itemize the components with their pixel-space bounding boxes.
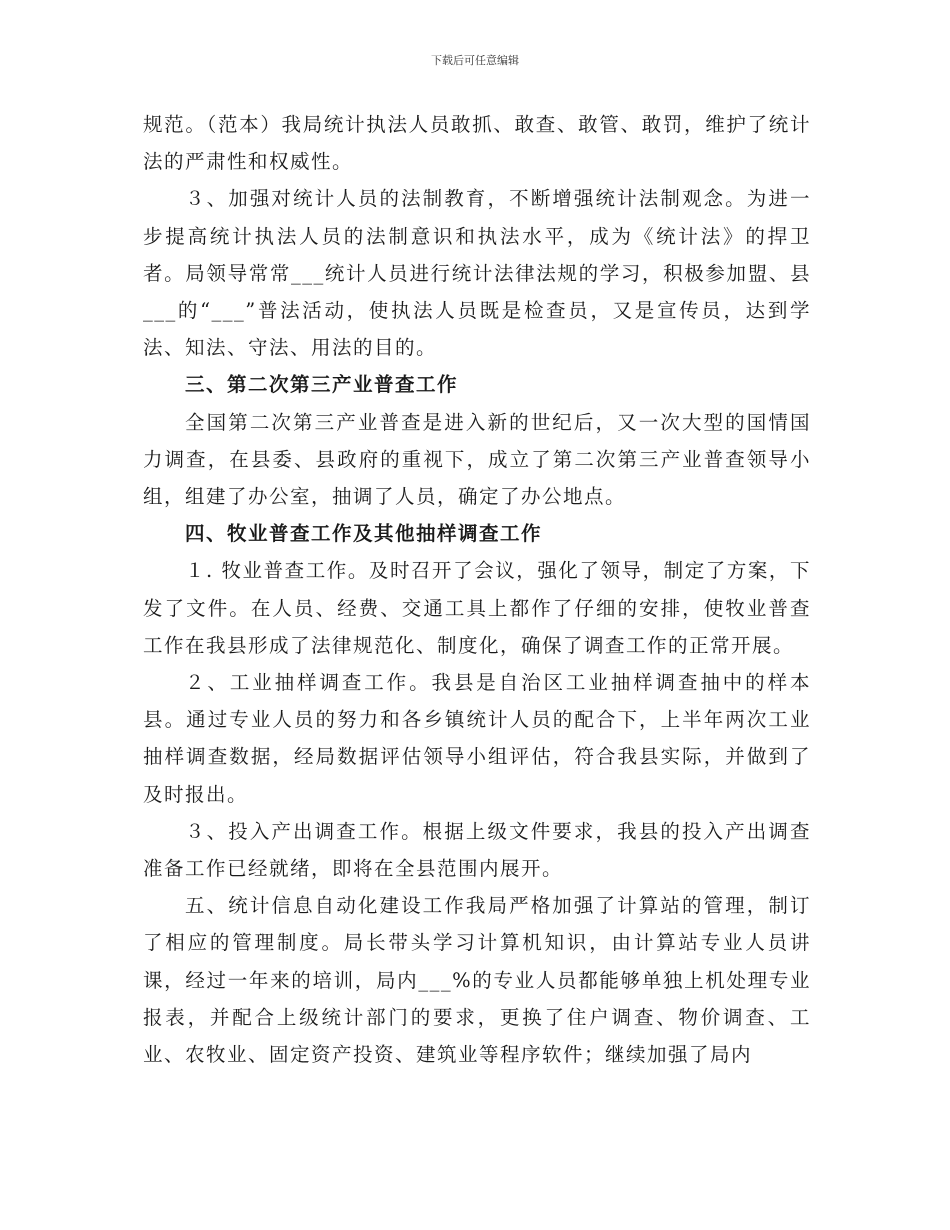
- section-heading-3: 三、第二次第三产业普查工作: [185, 373, 459, 397]
- paragraph-5: ２、工业抽样调查工作。我县是自治区工业抽样调查抽中的样本县。通过专业人员的努力和各乡镇统计人员的配合下，上半年两次工业抽样调查数据，经局数据评估领导小组评估，符合我县实际，并做到了及时报出。: [143, 671, 811, 806]
- paragraph-4: １. 牧业普查工作。及时召开了会议，强化了领导，制定了方案，下发了文件。在人员、经费、交通工具上都作了仔细的安排，使牧业普查工作在我县形成了法律规范化、制度化，确保了调查工作的正常开展。: [143, 559, 811, 657]
- paragraph-7: 五、统计信息自动化建设工作我局严格加强了计算站的管理，制订了相应的管理制度。局长带头学习计算机知识，由计算站专业人员讲课，经过一年来的培训，局内___%的专业人员都能够单独上机处理专业报表，并配合上级统计部门的要求，更换了住户调查、物价调查、工业、农牧业、固定资产投资、建筑业等程序软件；继续加强了局内: [143, 894, 811, 1067]
- paragraph-3: 全国第二次第三产业普查是进入新的世纪后，又一次大型的国情国力调查，在县委、县政府的重视下，成立了第二次第三产业普查领导小组，组建了办公室，抽调了人员，确定了办公地点。: [143, 410, 811, 509]
- paragraph-1: 规范。（范本）我局统计执法人员敢抓、敢查、敢管、敢罚，维护了统计法的严肃性和权威性。: [143, 113, 811, 174]
- paragraph-6: ３、投入产出调查工作。根据上级文件要求，我县的投入产出调查准备工作已经就绪，即将在全县范围内展开。: [143, 819, 811, 881]
- document-body: [143, 106, 811, 1073]
- paragraph-2: ３、加强对统计人员的法制教育，不断增强统计法制观念。为进一步提高统计执法人员的法制意识和执法水平，成为《统计法》的捍卫者。局领导常常___统计人员进行统计法律法规的学习，积极参加盟、县___的“___”普法活动，使执法人员既是检查员，又是宣传员，达到学法、知法、守法、用法的目的。: [143, 187, 811, 360]
- page-header-note: 下载后可任意编辑: [431, 54, 519, 67]
- section-heading-4: 四、牧业普查工作及其他抽样调查工作: [185, 522, 543, 546]
